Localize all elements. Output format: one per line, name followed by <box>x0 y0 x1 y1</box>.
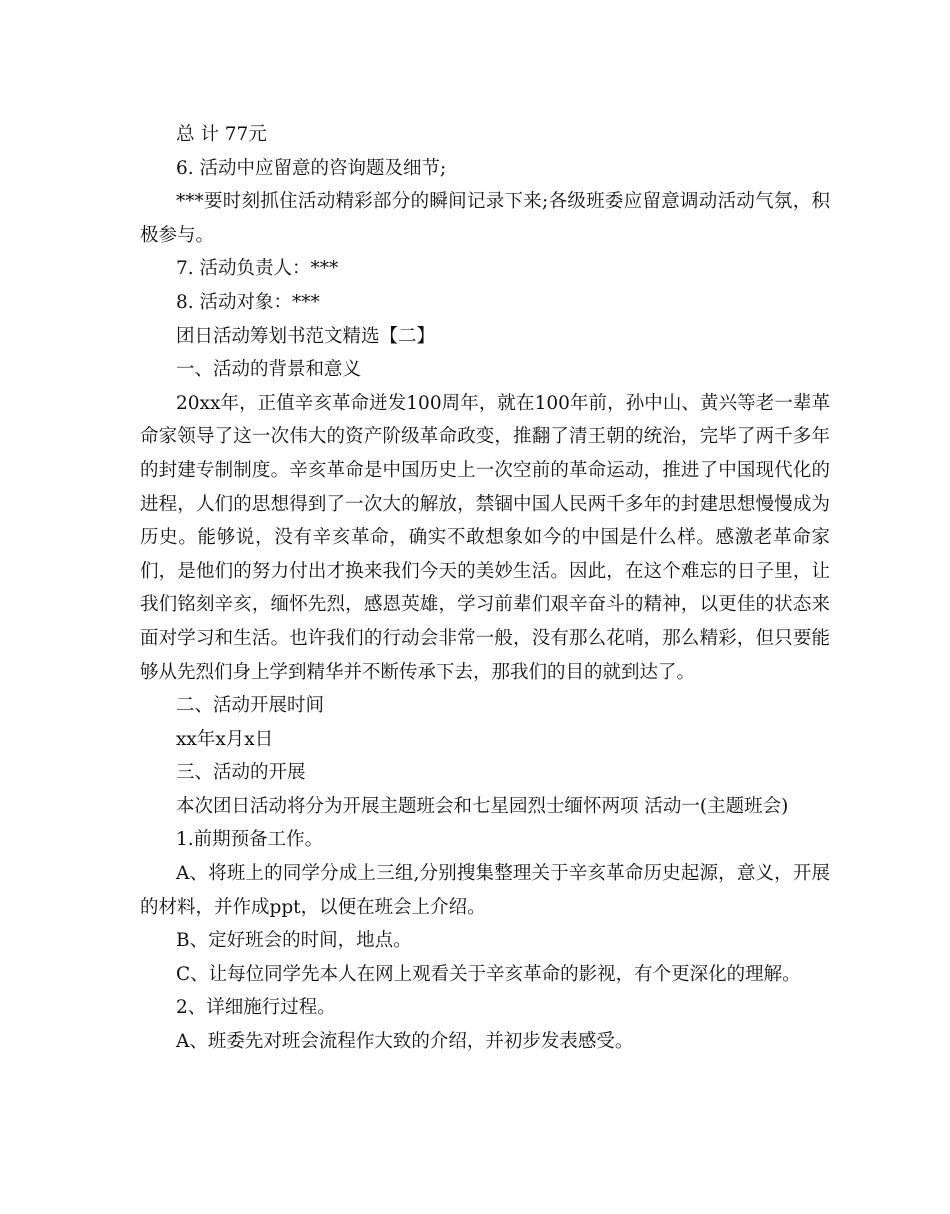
paragraph-total: 总 计 77元 <box>176 124 267 145</box>
paragraph-item-6: 6. 活动中应留意的咨询题及细节; <box>176 157 447 179</box>
paragraph-background: 20xx年，正值辛亥革命迸发100周年，就在100年前，孙中山、黄兴等老一辈革命家领导了这一次伟大的资产阶级革命政变，推翻了清王朝的统治，完毕了两千多年的封建专制制度。辛亥革命是中国历史上一次空前的革命运动，推进了中国现代化的进程，人们的思想得到了一次大的解放，禁锢中国人民两千多年的封建思想慢慢成为历史。能够说，没有辛亥革命，确实不敢想象如今的中国是什么样。感激老革命家们，是他们的努力付出才换来我们今天的美妙生活。因此，在这个难忘的日子里，让我们铭刻辛亥，缅怀先烈，感恩英雄，学习前辈们艰辛奋斗的精神，以更佳的状态来面对学习和生活。也许我们的行动会非常一般，没有那么花哨，那么精彩，但只要能够从先烈们身上学到精华并不断传承下去，那我们的目的就到达了。 <box>140 392 830 683</box>
paragraph-activities-intro: 本次团日活动将分为开展主题班会和七星园烈士缅怀两项 活动一(主题班会) <box>176 795 789 817</box>
heading-process: 2、详细施行过程。 <box>176 997 336 1019</box>
paragraph-item-8: 8. 活动对象：*** <box>176 291 320 313</box>
document-body <box>140 118 830 1059</box>
paragraph-prep-a: A、将班上的同学分成上三组,分别搜集整理关于辛亥革命历史起源，意义，开展的材料，并作成ppt，以便在班会上介绍。 <box>140 863 830 918</box>
paragraph-process-a: A、班委先对班会流程作大致的介绍，并初步发表感受。 <box>176 1031 634 1053</box>
paragraph-date: xx年x月x日 <box>176 728 274 750</box>
paragraph-item-6-detail: ***要时刻抓住活动精彩部分的瞬间记录下来;各级班委应留意调动活动气氛，积极参与。 <box>140 191 830 246</box>
paragraph-prep-b: B、定好班会的时间，地点。 <box>176 930 412 952</box>
heading-time: 二、活动开展时间 <box>176 695 325 717</box>
heading-background: 一、活动的背景和意义 <box>176 359 362 381</box>
heading-preparation: 1.前期预备工作。 <box>176 829 324 851</box>
paragraph-item-7: 7. 活动负责人：*** <box>176 258 339 280</box>
heading-activities: 三、活动的开展 <box>176 762 306 784</box>
paragraph-prep-c: C、让每位同学先本人在网上观看关于辛亥革命的影视，有个更深化的理解。 <box>176 963 801 985</box>
section-title-2: 团日活动筹划书范文精选【二】 <box>176 325 436 347</box>
